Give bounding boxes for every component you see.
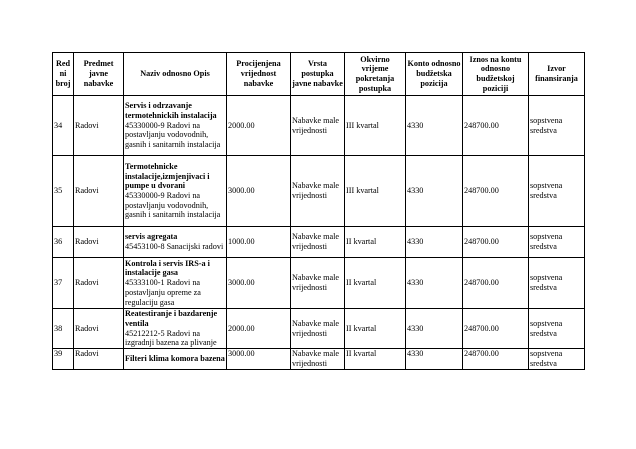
cell-amount: 248700.00 [463, 309, 529, 349]
cell-time: II kvartal [345, 309, 406, 349]
cell-procedure: Nabavke male vrijednosti [291, 258, 345, 309]
column-header-time: Okvirno vrijeme pokretanja postupka [345, 53, 406, 96]
cell-value: 3000.00 [227, 258, 291, 309]
column-header-value: Procijenjena vrijednost nabavke [227, 53, 291, 96]
cell-amount: 248700.00 [463, 349, 529, 370]
cell-time: II kvartal [345, 227, 406, 258]
cell-konto: 4330 [406, 227, 463, 258]
column-header-description: Naziv odnosno Opis [124, 53, 227, 96]
cell-value: 2000.00 [227, 96, 291, 156]
cell-source: sopstvena sredstva [529, 258, 585, 309]
cell-konto: 4330 [406, 96, 463, 156]
cell-procedure: Nabavke male vrijednosti [291, 156, 345, 227]
cell-procedure: Nabavke male vrijednosti [291, 349, 345, 370]
cell-amount: 248700.00 [463, 156, 529, 227]
cell-num: 39 [53, 349, 74, 370]
cell-value: 1000.00 [227, 227, 291, 258]
column-header-konto: Konto odnosno budžetska pozicija [406, 53, 463, 96]
cell-num: 35 [53, 156, 74, 227]
cell-source: sopstvena sredstva [529, 309, 585, 349]
column-header-num: Redni broj [53, 53, 74, 96]
description-title: Reatestiranje i bazdarenje ventila [125, 309, 218, 328]
table-row [53, 227, 585, 258]
cell-description [124, 258, 227, 309]
table-row [53, 258, 585, 309]
cell-konto: 4330 [406, 349, 463, 370]
cell-num: 38 [53, 309, 74, 349]
cell-subject: Radovi [74, 349, 124, 370]
cell-konto: 4330 [406, 156, 463, 227]
table-row [53, 156, 585, 227]
cell-num: 34 [53, 96, 74, 156]
column-header-procedure: Vrsta postupka javne nabavke [291, 53, 345, 96]
description-title: Servis i odrzavanje termotehnickih instalacija [125, 101, 217, 120]
cell-description [124, 309, 227, 349]
cell-subject: Radovi [74, 96, 124, 156]
cell-time: III kvartal [345, 96, 406, 156]
description-text: 45212212-5 Radovi na izgradnji bazena za plivanje [125, 328, 217, 348]
cell-value: 2000.00 [227, 309, 291, 349]
cell-time: II kvartal [345, 349, 406, 370]
column-header-amount: Iznos na kontu odnosno budžetskoj poziciji [463, 53, 529, 96]
cell-konto: 4330 [406, 258, 463, 309]
cell-amount: 248700.00 [463, 258, 529, 309]
cell-subject: Radovi [74, 156, 124, 227]
cell-source: sopstvena sredstva [529, 156, 585, 227]
cell-subject: Radovi [74, 309, 124, 349]
cell-subject: Radovi [74, 258, 124, 309]
procurement-plan-table [52, 52, 585, 370]
description-title: Filteri klima komora bazena [125, 354, 225, 364]
cell-time: III kvartal [345, 156, 406, 227]
table-header-row [53, 53, 585, 96]
description-text: 45453100-8 Sanacijski radovi [125, 242, 224, 251]
cell-description [124, 96, 227, 156]
cell-value: 3000.00 [227, 349, 291, 370]
cell-subject: Radovi [74, 227, 124, 258]
description-title: servis agregata [125, 232, 178, 242]
cell-procedure: Nabavke male vrijednosti [291, 309, 345, 349]
cell-source: sopstvena sredstva [529, 96, 585, 156]
description-title: Termotehnicke instalacije,izmjenjivaci i pumpe u dvorani [125, 161, 210, 191]
cell-amount: 248700.00 [463, 96, 529, 156]
cell-amount: 248700.00 [463, 227, 529, 258]
cell-source: sopstvena sredstva [529, 349, 585, 370]
column-header-subject: Predmet javne nabavke [74, 53, 124, 96]
cell-description [124, 227, 227, 258]
cell-description [124, 156, 227, 227]
description-text: 45330000-9 Radovi na postavljanju vodovodnih, gasnih i sanitarnih instalacija [125, 191, 221, 220]
table-row [53, 349, 585, 370]
description-text: 45330000-9 Radovi na postavljanju vodovodnih, gasnih i sanitarnih instalacija [125, 120, 221, 149]
cell-procedure: Nabavke male vrijednosti [291, 227, 345, 258]
cell-procedure: Nabavke male vrijednosti [291, 96, 345, 156]
description-title: Kontrola i servis IRS-a i instalacije gasa [125, 258, 210, 278]
cell-num: 36 [53, 227, 74, 258]
cell-value: 3000.00 [227, 156, 291, 227]
column-header-source: Izvor finansiranja [529, 53, 585, 96]
cell-source: sopstvena sredstva [529, 227, 585, 258]
cell-description [124, 349, 227, 370]
cell-num: 37 [53, 258, 74, 309]
cell-konto: 4330 [406, 309, 463, 349]
table-row [53, 309, 585, 349]
cell-time: II kvartal [345, 258, 406, 309]
description-text: 45333100-1 Radovi na postavljanju opreme za regulaciju gasa [125, 278, 201, 307]
table-row [53, 96, 585, 156]
